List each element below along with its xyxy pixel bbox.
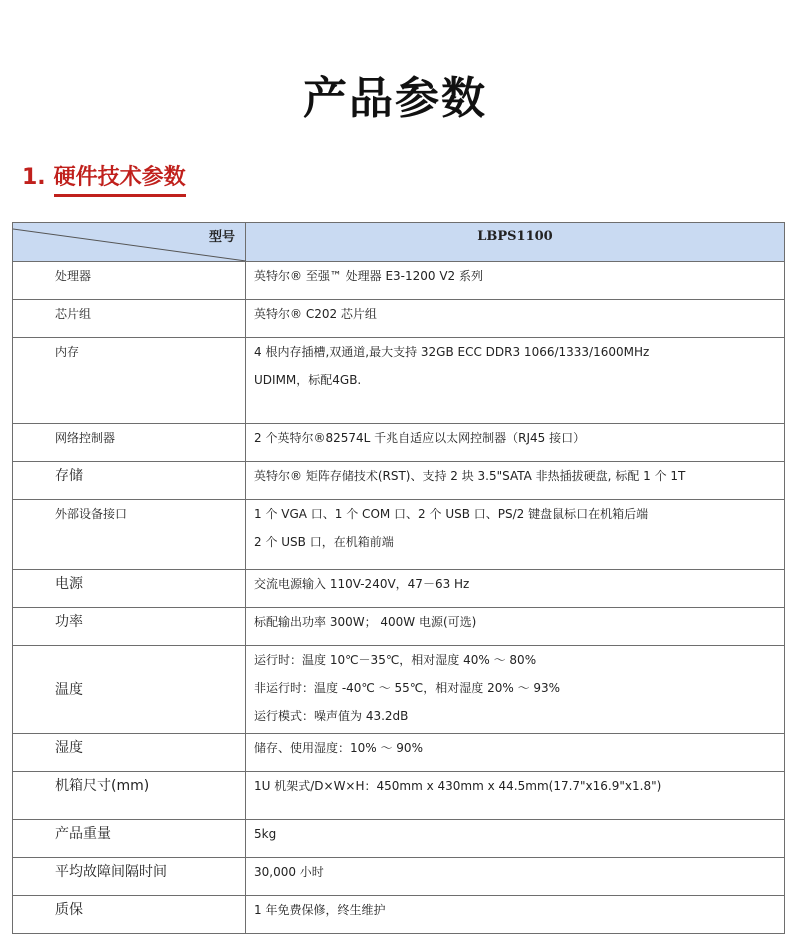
table-row [13, 646, 785, 734]
row-value-line: 1 年免费保修，终生维护 [254, 903, 386, 917]
row-value-line: 英特尔® 矩阵存储技术(RST)、支持 2 块 3.5"SATA 非热插拔硬盘, 标配 1 个 1T [254, 469, 686, 483]
row-value [246, 858, 785, 896]
row-value-line: 5kg [254, 827, 277, 841]
row-label: 电源 [13, 570, 246, 608]
header-label-cell [13, 223, 246, 262]
table-row [13, 772, 785, 820]
row-label: 温度 [13, 646, 246, 734]
row-value [246, 500, 785, 570]
row-value [246, 424, 785, 462]
row-value [246, 262, 785, 300]
table-row [13, 300, 785, 338]
row-value [246, 820, 785, 858]
section-title: 硬件技术参数 [54, 160, 186, 197]
table-row [13, 500, 785, 570]
row-value-line: 4 根内存插槽,双通道,最大支持 32GB ECC DDR3 1066/1333/1600MHz [254, 345, 650, 359]
table-row [13, 734, 785, 772]
row-value-line: 非运行时：温度 -40℃ ～ 55℃，相对湿度 20% ～ 93% [254, 681, 561, 695]
spec-table [12, 222, 785, 934]
table-header-row [13, 223, 785, 262]
row-value [246, 608, 785, 646]
table-row [13, 424, 785, 462]
table-row [13, 896, 785, 934]
row-label: 功率 [13, 608, 246, 646]
row-value [246, 300, 785, 338]
row-label: 网络控制器 [13, 424, 246, 462]
row-value [246, 462, 785, 500]
row-value-line: 交流电源输入 110V-240V，47－63 Hz [254, 577, 470, 591]
row-value-line: 运行模式：噪声值为 43.2dB [254, 709, 409, 723]
row-label: 芯片组 [13, 300, 246, 338]
row-value-line: 1 个 VGA 口、1 个 COM 口、2 个 USB 口、PS/2 键盘鼠标口在机箱后端 [254, 507, 649, 521]
header-label: 型号 [208, 230, 235, 245]
row-value-line: 2 个英特尔®82574L 千兆自适应以太网控制器（RJ45 接口） [254, 431, 586, 445]
section-number: 1. [22, 165, 46, 190]
row-value [246, 338, 785, 424]
row-label: 湿度 [13, 734, 246, 772]
table-row [13, 608, 785, 646]
row-value [246, 896, 785, 934]
row-value [246, 734, 785, 772]
table-row [13, 820, 785, 858]
row-value-line: 2 个 USB 口，在机箱前端 [254, 535, 394, 549]
row-value-line: 标配输出功率 300W； 400W 电源(可选) [254, 615, 477, 629]
row-value [246, 772, 785, 820]
row-value-line: UDIMM，标配4GB. [254, 373, 362, 387]
page-title: 产品参数 [303, 73, 487, 124]
row-label: 存储 [13, 462, 246, 500]
row-label: 外部设备接口 [13, 500, 246, 570]
row-label: 内存 [13, 338, 246, 424]
table-row [13, 570, 785, 608]
row-label: 机箱尺寸(mm) [13, 772, 246, 820]
table-row [13, 338, 785, 424]
table-row [13, 262, 785, 300]
row-value-line: 储存、使用湿度：10% ～ 90% [254, 741, 423, 755]
row-value-line: 英特尔® C202 芯片组 [254, 307, 377, 321]
section-heading [22, 160, 186, 197]
row-value-line: 1U 机架式/D×W×H：450mm x 430mm x 44.5mm(17.7"x16.9"x1.8") [254, 779, 662, 793]
row-label: 产品重量 [13, 820, 246, 858]
table-row [13, 858, 785, 896]
header-model: LBPS1100 [246, 223, 785, 262]
row-value-line: 30,000 小时 [254, 865, 324, 879]
row-value-line: 运行时：温度 10℃－35℃，相对湿度 40% ～ 80% [254, 653, 537, 667]
table-row [13, 462, 785, 500]
row-label: 平均故障间隔时间 [13, 858, 246, 896]
row-value [246, 646, 785, 734]
row-value [246, 570, 785, 608]
row-label: 处理器 [13, 262, 246, 300]
row-value-line: 英特尔® 至强™ 处理器 E3-1200 V2 系列 [254, 269, 484, 283]
row-label: 质保 [13, 896, 246, 934]
